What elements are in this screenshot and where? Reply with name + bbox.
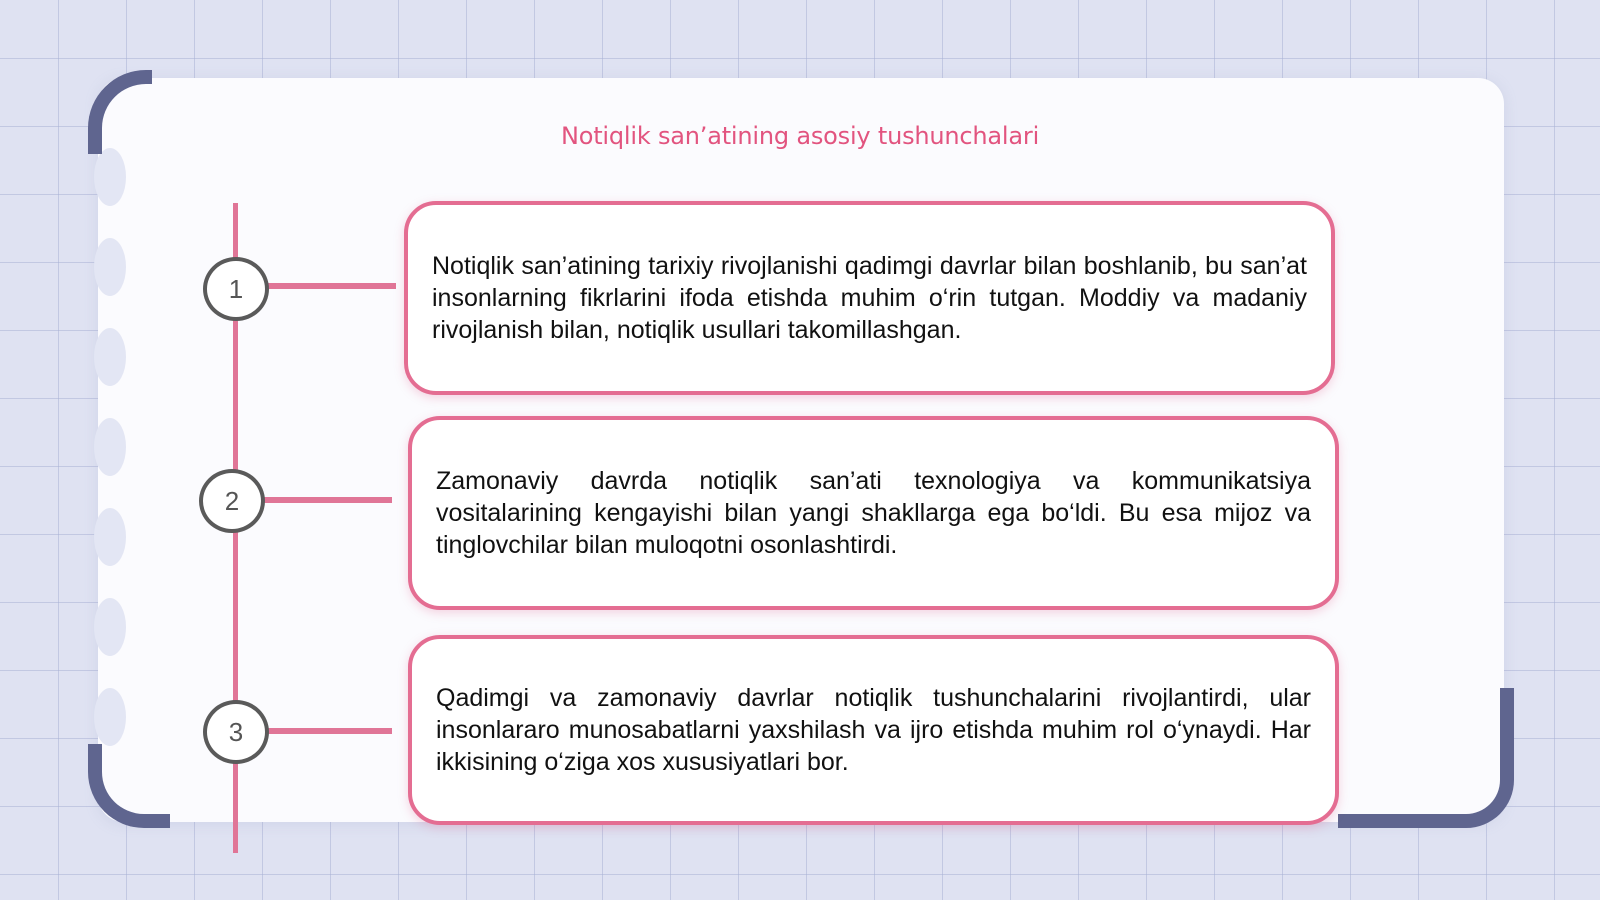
- paper-scallop: [94, 508, 126, 566]
- paper-scallop: [94, 328, 126, 386]
- step-1-connector: [266, 283, 396, 289]
- paper-scallop: [94, 688, 126, 746]
- step-3-connector: [266, 728, 392, 734]
- step-1-text: Notiqlik san’atining tarixiy rivojlanishi qadimgi davrlar bilan boshlanib, bu san’at insonlarning fikrlarini ifoda etishda muhim o‘rin tutgan. Moddiy va madaniy rivojlanish bilan, notiqlik usullari takomillashgan.: [432, 252, 1307, 344]
- corner-bracket-bottom-right: [1338, 688, 1514, 828]
- step-2-connector: [262, 497, 392, 503]
- step-2-circle: 2: [199, 469, 265, 533]
- corner-bracket-bottom-left: [88, 744, 170, 828]
- paper-scallop: [94, 598, 126, 656]
- step-3-circle: 3: [203, 700, 269, 764]
- paper-scallop: [94, 238, 126, 296]
- step-1-circle: 1: [203, 257, 269, 321]
- step-3-text: Qadimgi va zamonaviy davrlar notiqlik tushunchalarini rivojlantirdi, ular insonlararo munosabatlarni yaxshilash va ijro etishda muhim rol o‘ynaydi. Har ikkisining o‘ziga xos xususiyatlari bor.: [436, 684, 1311, 776]
- paper-scallop: [94, 418, 126, 476]
- slide-title: Notiqlik san’atining asosiy tushunchalari: [560, 122, 1040, 150]
- step-2-text: Zamonaviy davrda notiqlik san’ati texnologiya va kommunikatsiya vositalarining kengayishi bilan yangi shakllarga ega bo‘ldi. Bu esa mijoz va tinglovchilar bilan muloqotni osonlashtirdi.: [436, 467, 1311, 559]
- step-1-card: [404, 201, 1335, 395]
- step-3-card: [408, 635, 1339, 825]
- corner-bracket-top-left: [88, 70, 152, 154]
- step-2-card: [408, 416, 1339, 610]
- paper-scallop: [94, 148, 126, 206]
